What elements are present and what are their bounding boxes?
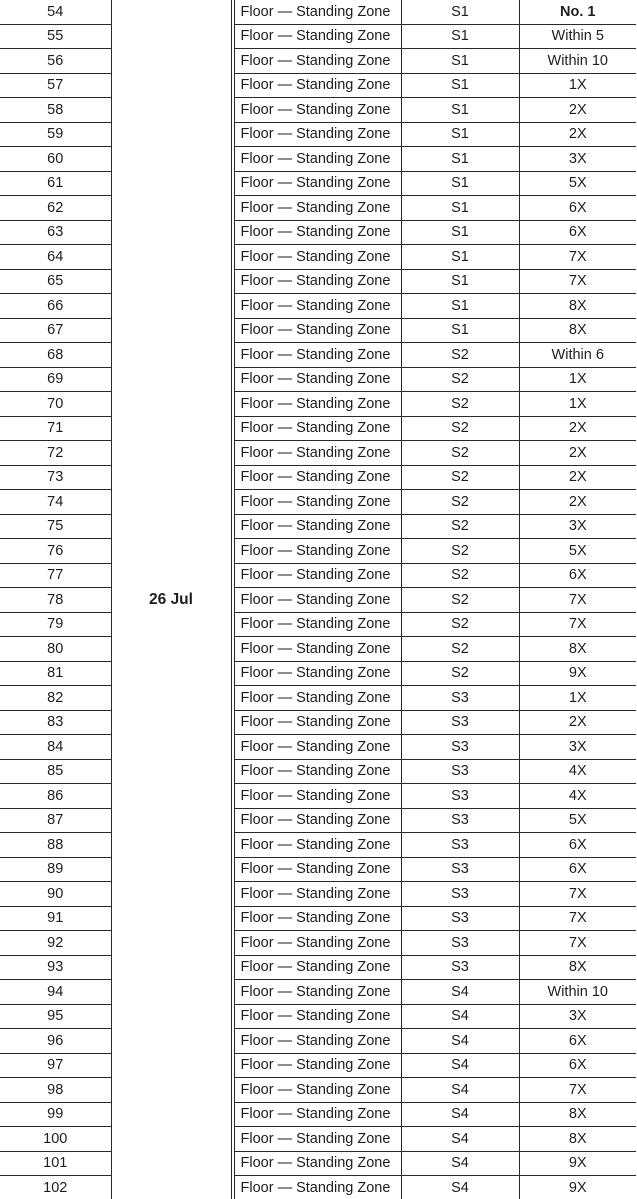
queue-position-cell: 1X: [519, 392, 636, 417]
queue-position-cell: 7X: [519, 588, 636, 613]
section-cell: S1: [401, 294, 519, 319]
section-cell: S4: [401, 1029, 519, 1054]
queue-position-cell: 7X: [519, 931, 636, 956]
table-row: [0, 1078, 636, 1103]
row-number-cell: 93: [0, 955, 111, 980]
row-number-cell: 97: [0, 1053, 111, 1078]
zone-cell: Floor — Standing Zone: [234, 808, 401, 833]
zone-cell: Floor — Standing Zone: [234, 637, 401, 662]
table-row: [0, 343, 636, 368]
zone-cell: Floor — Standing Zone: [234, 220, 401, 245]
queue-position-cell: 6X: [519, 1029, 636, 1054]
date-cell: 26 Jul: [111, 0, 231, 1199]
queue-position-cell: 2X: [519, 441, 636, 466]
queue-position-cell: 4X: [519, 784, 636, 809]
table-row: [0, 0, 636, 24]
section-cell: S1: [401, 0, 519, 24]
table-row: [0, 808, 636, 833]
zone-cell: Floor — Standing Zone: [234, 514, 401, 539]
table-row: [0, 171, 636, 196]
table-row: [0, 759, 636, 784]
zone-cell: Floor — Standing Zone: [234, 906, 401, 931]
table-row: [0, 416, 636, 441]
section-cell: S2: [401, 539, 519, 564]
section-cell: S2: [401, 588, 519, 613]
section-cell: S2: [401, 465, 519, 490]
queue-position-cell: 6X: [519, 563, 636, 588]
section-cell: S3: [401, 857, 519, 882]
row-number-cell: 65: [0, 269, 111, 294]
section-cell: S4: [401, 1151, 519, 1176]
zone-cell: Floor — Standing Zone: [234, 24, 401, 49]
row-number-cell: 62: [0, 196, 111, 221]
section-cell: S2: [401, 612, 519, 637]
row-number-cell: 69: [0, 367, 111, 392]
zone-cell: Floor — Standing Zone: [234, 171, 401, 196]
section-cell: S2: [401, 441, 519, 466]
section-cell: S2: [401, 637, 519, 662]
zone-cell: Floor — Standing Zone: [234, 98, 401, 123]
zone-cell: Floor — Standing Zone: [234, 245, 401, 270]
row-number-cell: 94: [0, 980, 111, 1005]
section-cell: S3: [401, 882, 519, 907]
zone-cell: Floor — Standing Zone: [234, 686, 401, 711]
row-number-cell: 102: [0, 1176, 111, 1199]
zone-cell: Floor — Standing Zone: [234, 490, 401, 515]
section-cell: S4: [401, 1004, 519, 1029]
row-number-cell: 100: [0, 1127, 111, 1152]
zone-cell: Floor — Standing Zone: [234, 710, 401, 735]
row-number-cell: 89: [0, 857, 111, 882]
section-cell: S3: [401, 735, 519, 760]
zone-cell: Floor — Standing Zone: [234, 318, 401, 343]
zone-cell: Floor — Standing Zone: [234, 955, 401, 980]
queue-position-cell: 8X: [519, 318, 636, 343]
row-number-cell: 99: [0, 1102, 111, 1127]
section-cell: S1: [401, 73, 519, 98]
zone-cell: Floor — Standing Zone: [234, 1127, 401, 1152]
zone-cell: Floor — Standing Zone: [234, 759, 401, 784]
zone-cell: Floor — Standing Zone: [234, 1029, 401, 1054]
section-cell: S4: [401, 980, 519, 1005]
row-number-cell: 64: [0, 245, 111, 270]
queue-position-cell: 6X: [519, 857, 636, 882]
queue-position-cell: Within 10: [519, 49, 636, 74]
row-number-cell: 73: [0, 465, 111, 490]
queue-position-cell: 3X: [519, 514, 636, 539]
queue-position-cell: 7X: [519, 1078, 636, 1103]
section-cell: S2: [401, 416, 519, 441]
queue-position-cell: 8X: [519, 637, 636, 662]
section-cell: S1: [401, 122, 519, 147]
section-cell: S1: [401, 98, 519, 123]
zone-cell: Floor — Standing Zone: [234, 1078, 401, 1103]
table-row: [0, 49, 636, 74]
row-number-cell: 70: [0, 392, 111, 417]
row-number-cell: 72: [0, 441, 111, 466]
table-row: [0, 367, 636, 392]
row-number-cell: 60: [0, 147, 111, 172]
queue-position-cell: 2X: [519, 122, 636, 147]
zone-cell: Floor — Standing Zone: [234, 612, 401, 637]
table-row: [0, 147, 636, 172]
zone-cell: Floor — Standing Zone: [234, 1102, 401, 1127]
table-row: [0, 1127, 636, 1152]
queue-position-cell: 9X: [519, 1151, 636, 1176]
table-row: [0, 735, 636, 760]
table-row: [0, 1029, 636, 1054]
table-row: [0, 514, 636, 539]
zone-cell: Floor — Standing Zone: [234, 73, 401, 98]
queue-position-cell: 2X: [519, 98, 636, 123]
table-row: [0, 906, 636, 931]
zone-cell: Floor — Standing Zone: [234, 294, 401, 319]
zone-cell: Floor — Standing Zone: [234, 1151, 401, 1176]
section-cell: S3: [401, 784, 519, 809]
table-row: [0, 637, 636, 662]
queue-position-cell: 3X: [519, 1004, 636, 1029]
section-cell: S2: [401, 343, 519, 368]
row-number-cell: 84: [0, 735, 111, 760]
row-number-cell: 95: [0, 1004, 111, 1029]
zone-cell: Floor — Standing Zone: [234, 1004, 401, 1029]
queue-position-cell: 8X: [519, 955, 636, 980]
table-row: [0, 980, 636, 1005]
row-number-cell: 67: [0, 318, 111, 343]
queue-position-cell: 5X: [519, 808, 636, 833]
row-number-cell: 82: [0, 686, 111, 711]
zone-cell: Floor — Standing Zone: [234, 196, 401, 221]
table-row: [0, 465, 636, 490]
zone-cell: Floor — Standing Zone: [234, 931, 401, 956]
zone-cell: Floor — Standing Zone: [234, 1176, 401, 1199]
row-number-cell: 83: [0, 710, 111, 735]
section-cell: S1: [401, 49, 519, 74]
row-number-cell: 78: [0, 588, 111, 613]
row-number-cell: 56: [0, 49, 111, 74]
section-cell: S2: [401, 661, 519, 686]
section-cell: S1: [401, 318, 519, 343]
row-number-cell: 58: [0, 98, 111, 123]
row-number-cell: 76: [0, 539, 111, 564]
table-row: [0, 98, 636, 123]
section-cell: S1: [401, 245, 519, 270]
table-row: [0, 857, 636, 882]
queue-position-cell: 7X: [519, 245, 636, 270]
section-cell: S3: [401, 833, 519, 858]
row-number-cell: 66: [0, 294, 111, 319]
zone-cell: Floor — Standing Zone: [234, 367, 401, 392]
table-row: [0, 882, 636, 907]
zone-cell: Floor — Standing Zone: [234, 49, 401, 74]
section-cell: S4: [401, 1176, 519, 1199]
queue-position-cell: 7X: [519, 269, 636, 294]
section-cell: S3: [401, 759, 519, 784]
section-cell: S3: [401, 710, 519, 735]
queue-position-cell: 7X: [519, 906, 636, 931]
table-row: [0, 563, 636, 588]
section-cell: S4: [401, 1127, 519, 1152]
zone-cell: Floor — Standing Zone: [234, 0, 401, 24]
section-cell: S3: [401, 686, 519, 711]
zone-cell: Floor — Standing Zone: [234, 1053, 401, 1078]
section-cell: S4: [401, 1053, 519, 1078]
zone-cell: Floor — Standing Zone: [234, 588, 401, 613]
row-number-cell: 59: [0, 122, 111, 147]
table-row: [0, 955, 636, 980]
queue-position-cell: 5X: [519, 539, 636, 564]
zone-cell: Floor — Standing Zone: [234, 147, 401, 172]
zone-cell: Floor — Standing Zone: [234, 563, 401, 588]
row-number-cell: 68: [0, 343, 111, 368]
section-cell: S1: [401, 269, 519, 294]
table-row: [0, 931, 636, 956]
queue-position-cell: Within 5: [519, 24, 636, 49]
table-row: [0, 392, 636, 417]
table-row: [0, 196, 636, 221]
zone-cell: Floor — Standing Zone: [234, 122, 401, 147]
zone-cell: Floor — Standing Zone: [234, 416, 401, 441]
section-cell: S3: [401, 955, 519, 980]
table-row: [0, 1102, 636, 1127]
table-row: [0, 490, 636, 515]
table-row: [0, 73, 636, 98]
queue-position-cell: 2X: [519, 465, 636, 490]
zone-cell: Floor — Standing Zone: [234, 539, 401, 564]
queue-position-cell: 1X: [519, 686, 636, 711]
row-number-cell: 98: [0, 1078, 111, 1103]
table-row: [0, 661, 636, 686]
row-number-cell: 61: [0, 171, 111, 196]
row-number-cell: 92: [0, 931, 111, 956]
zone-cell: Floor — Standing Zone: [234, 980, 401, 1005]
queue-position-cell: 8X: [519, 294, 636, 319]
zone-cell: Floor — Standing Zone: [234, 784, 401, 809]
zone-cell: Floor — Standing Zone: [234, 441, 401, 466]
queue-position-cell: No. 1: [519, 0, 636, 24]
queue-position-cell: 3X: [519, 147, 636, 172]
queue-position-cell: 7X: [519, 612, 636, 637]
queue-position-cell: 6X: [519, 220, 636, 245]
row-number-cell: 55: [0, 24, 111, 49]
section-cell: S4: [401, 1078, 519, 1103]
row-number-cell: 81: [0, 661, 111, 686]
row-number-cell: 90: [0, 882, 111, 907]
zone-cell: Floor — Standing Zone: [234, 392, 401, 417]
queue-position-cell: 6X: [519, 196, 636, 221]
row-number-cell: 77: [0, 563, 111, 588]
table-row: [0, 220, 636, 245]
section-cell: S1: [401, 24, 519, 49]
table-row: [0, 612, 636, 637]
row-number-cell: 91: [0, 906, 111, 931]
table-row: [0, 833, 636, 858]
section-cell: S2: [401, 514, 519, 539]
zone-cell: Floor — Standing Zone: [234, 882, 401, 907]
queue-position-cell: 2X: [519, 416, 636, 441]
section-cell: S1: [401, 220, 519, 245]
row-number-cell: 54: [0, 0, 111, 24]
queue-position-cell: 1X: [519, 367, 636, 392]
queue-position-cell: 5X: [519, 171, 636, 196]
section-cell: S2: [401, 367, 519, 392]
queue-position-cell: 2X: [519, 490, 636, 515]
row-number-cell: 80: [0, 637, 111, 662]
row-number-cell: 101: [0, 1151, 111, 1176]
zone-cell: Floor — Standing Zone: [234, 857, 401, 882]
table-row: [0, 710, 636, 735]
zone-cell: Floor — Standing Zone: [234, 833, 401, 858]
section-cell: S3: [401, 931, 519, 956]
zone-cell: Floor — Standing Zone: [234, 269, 401, 294]
queue-position-cell: 6X: [519, 1053, 636, 1078]
queue-position-cell: 3X: [519, 735, 636, 760]
zone-cell: Floor — Standing Zone: [234, 735, 401, 760]
table-row: [0, 1053, 636, 1078]
row-number-cell: 85: [0, 759, 111, 784]
section-cell: S1: [401, 147, 519, 172]
queue-position-cell: 4X: [519, 759, 636, 784]
section-cell: S3: [401, 906, 519, 931]
zone-cell: Floor — Standing Zone: [234, 465, 401, 490]
row-number-cell: 88: [0, 833, 111, 858]
row-number-cell: 74: [0, 490, 111, 515]
queue-position-cell: 9X: [519, 661, 636, 686]
queue-position-cell: 8X: [519, 1102, 636, 1127]
table-row: [0, 269, 636, 294]
table-row: [0, 24, 636, 49]
queue-position-cell: 7X: [519, 882, 636, 907]
table-row: [0, 122, 636, 147]
section-cell: S3: [401, 808, 519, 833]
queue-position-cell: Within 6: [519, 343, 636, 368]
table-row: [0, 588, 636, 613]
row-number-cell: 86: [0, 784, 111, 809]
table-row: [0, 1151, 636, 1176]
table-row: [0, 1004, 636, 1029]
row-number-cell: 57: [0, 73, 111, 98]
table-row: [0, 1176, 636, 1199]
row-number-cell: 71: [0, 416, 111, 441]
queue-position-cell: 1X: [519, 73, 636, 98]
row-number-cell: 87: [0, 808, 111, 833]
section-cell: S1: [401, 171, 519, 196]
row-number-cell: 96: [0, 1029, 111, 1054]
queue-position-cell: Within 10: [519, 980, 636, 1005]
zone-cell: Floor — Standing Zone: [234, 343, 401, 368]
table-row: [0, 245, 636, 270]
section-cell: S2: [401, 490, 519, 515]
row-number-cell: 79: [0, 612, 111, 637]
table-row: [0, 539, 636, 564]
table-row: [0, 294, 636, 319]
table-row: [0, 441, 636, 466]
row-number-cell: 75: [0, 514, 111, 539]
section-cell: S2: [401, 392, 519, 417]
table-row: [0, 784, 636, 809]
queue-position-cell: 9X: [519, 1176, 636, 1199]
table-row: [0, 686, 636, 711]
section-cell: S1: [401, 196, 519, 221]
row-number-cell: 63: [0, 220, 111, 245]
queue-position-cell: 2X: [519, 710, 636, 735]
section-cell: S2: [401, 563, 519, 588]
table-row: [0, 318, 636, 343]
queue-position-cell: 6X: [519, 833, 636, 858]
section-cell: S4: [401, 1102, 519, 1127]
zone-cell: Floor — Standing Zone: [234, 661, 401, 686]
queue-position-cell: 8X: [519, 1127, 636, 1152]
